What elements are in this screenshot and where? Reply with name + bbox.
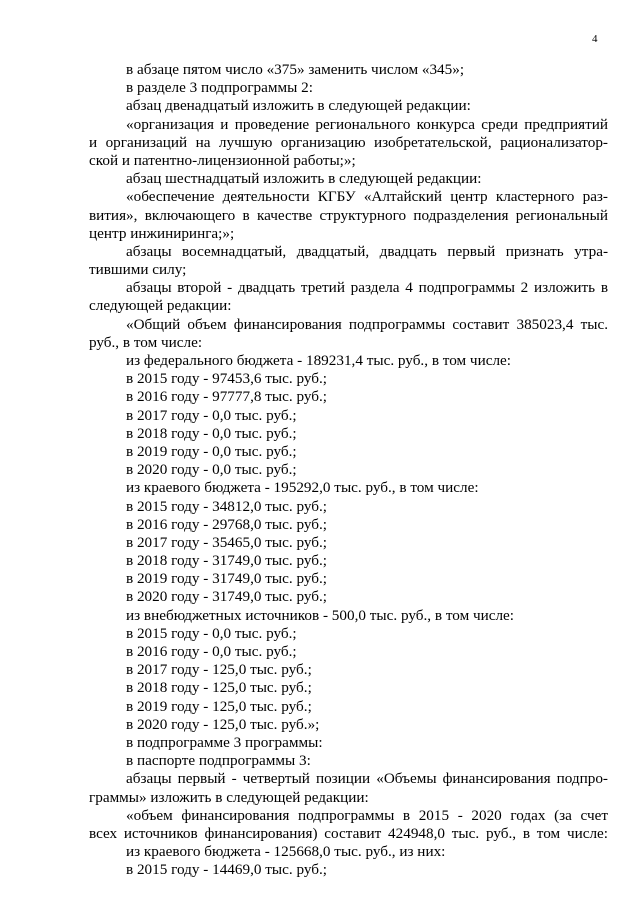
text-line: в разделе 3 подпрограммы 2:: [126, 79, 313, 97]
text-line: абзацы первый - четвертый позиции «Объемы финансирования подпро-: [126, 770, 608, 788]
text-line: из федерального бюджета - 189231,4 тыс. руб., в том числе:: [126, 352, 511, 369]
text-line: «обеспечение деятельности КГБУ «Алтайский центр кластерного раз-: [126, 188, 608, 206]
text-line: в 2016 году - 97777,8 тыс. руб.;: [126, 388, 327, 406]
text-line: из краевого бюджета - 195292,0 тыс. руб., в том числе:: [126, 479, 479, 497]
text-line: граммы» изложить в следующей редакции:: [89, 788, 369, 806]
text-line: в 2019 году - 125,0 тыс. руб.;: [126, 697, 312, 715]
text-line: из краевого бюджета - 125668,0 тыс. руб., из них:: [126, 843, 446, 861]
text-line: в 2019 году - 31749,0 тыс. руб.;: [126, 570, 327, 588]
text-line: абзац двенадцатый изложить в следующей редакции:: [126, 97, 471, 115]
text-line: в 2019 году - 0,0 тыс. руб.;: [126, 442, 297, 460]
text-line: «организация и проведение регионального конкурса среди предприятий: [126, 115, 608, 133]
text-line: вития», включающего в качестве структурного подразделения региональный: [89, 206, 608, 224]
text-line: абзацы второй - двадцать третий раздела 4 подпрограммы 2 изложить в: [126, 279, 608, 297]
page-number: 4: [592, 33, 598, 45]
text-line: в 2015 году - 97453,6 тыс. руб.;: [126, 370, 327, 388]
text-line: в 2015 году - 14469,0 тыс. руб.;: [126, 861, 327, 879]
text-line: в паспорте подпрограммы 3:: [126, 752, 311, 770]
text-line: всех источников финансирования) составит 424948,0 тыс. руб., в том числе:: [89, 824, 608, 842]
text-line: в 2017 году - 125,0 тыс. руб.;: [126, 661, 312, 679]
text-line: в 2017 году - 0,0 тыс. руб.;: [126, 406, 297, 424]
text-line: в 2018 году - 31749,0 тыс. руб.;: [126, 552, 327, 570]
text-line: абзац шестнадцатый изложить в следующей редакции:: [126, 170, 482, 188]
document-body: [89, 61, 608, 879]
text-line: в 2015 году - 34812,0 тыс. руб.;: [126, 497, 327, 515]
text-line: в 2016 году - 29768,0 тыс. руб.;: [126, 515, 327, 533]
text-line: тившими силу;: [89, 261, 187, 279]
text-line: в 2016 году - 0,0 тыс. руб.;: [126, 643, 297, 660]
text-line: в 2020 году - 125,0 тыс. руб.»;: [126, 715, 320, 733]
text-line: из внебюджетных источников - 500,0 тыс. руб., в том числе:: [126, 606, 515, 624]
text-line: в 2018 году - 0,0 тыс. руб.;: [126, 424, 297, 442]
text-line: в 2020 году - 0,0 тыс. руб.;: [126, 461, 297, 479]
text-line: в 2018 году - 125,0 тыс. руб.;: [126, 679, 312, 697]
text-line: в 2015 году - 0,0 тыс. руб.;: [126, 624, 297, 642]
text-line: в 2020 году - 31749,0 тыс. руб.;: [126, 588, 327, 606]
text-line: в 2017 году - 35465,0 тыс. руб.;: [126, 533, 327, 551]
text-line: в подпрограмме 3 программы:: [126, 733, 323, 751]
text-line: «объем финансирования подпрограммы в 2015 - 2020 годах (за счет: [126, 806, 608, 824]
text-line: «Общий объем финансирования подпрограммы составит 385023,4 тыс.: [126, 315, 608, 333]
text-line: руб., в том числе:: [89, 333, 203, 351]
text-line: ской и патентно-лицензионной работы;»;: [89, 151, 356, 169]
text-line: абзацы восемнадцатый, двадцатый, двадцать первый признать утра-: [126, 242, 608, 260]
text-line: в абзаце пятом число «375» заменить числом «345»;: [126, 61, 465, 78]
text-line: следующей редакции:: [89, 297, 232, 315]
text-line: центр инжиниринга;»;: [89, 224, 235, 242]
text-line: и организаций на лучшую организацию изобретательской, рационализатор-: [89, 133, 608, 151]
